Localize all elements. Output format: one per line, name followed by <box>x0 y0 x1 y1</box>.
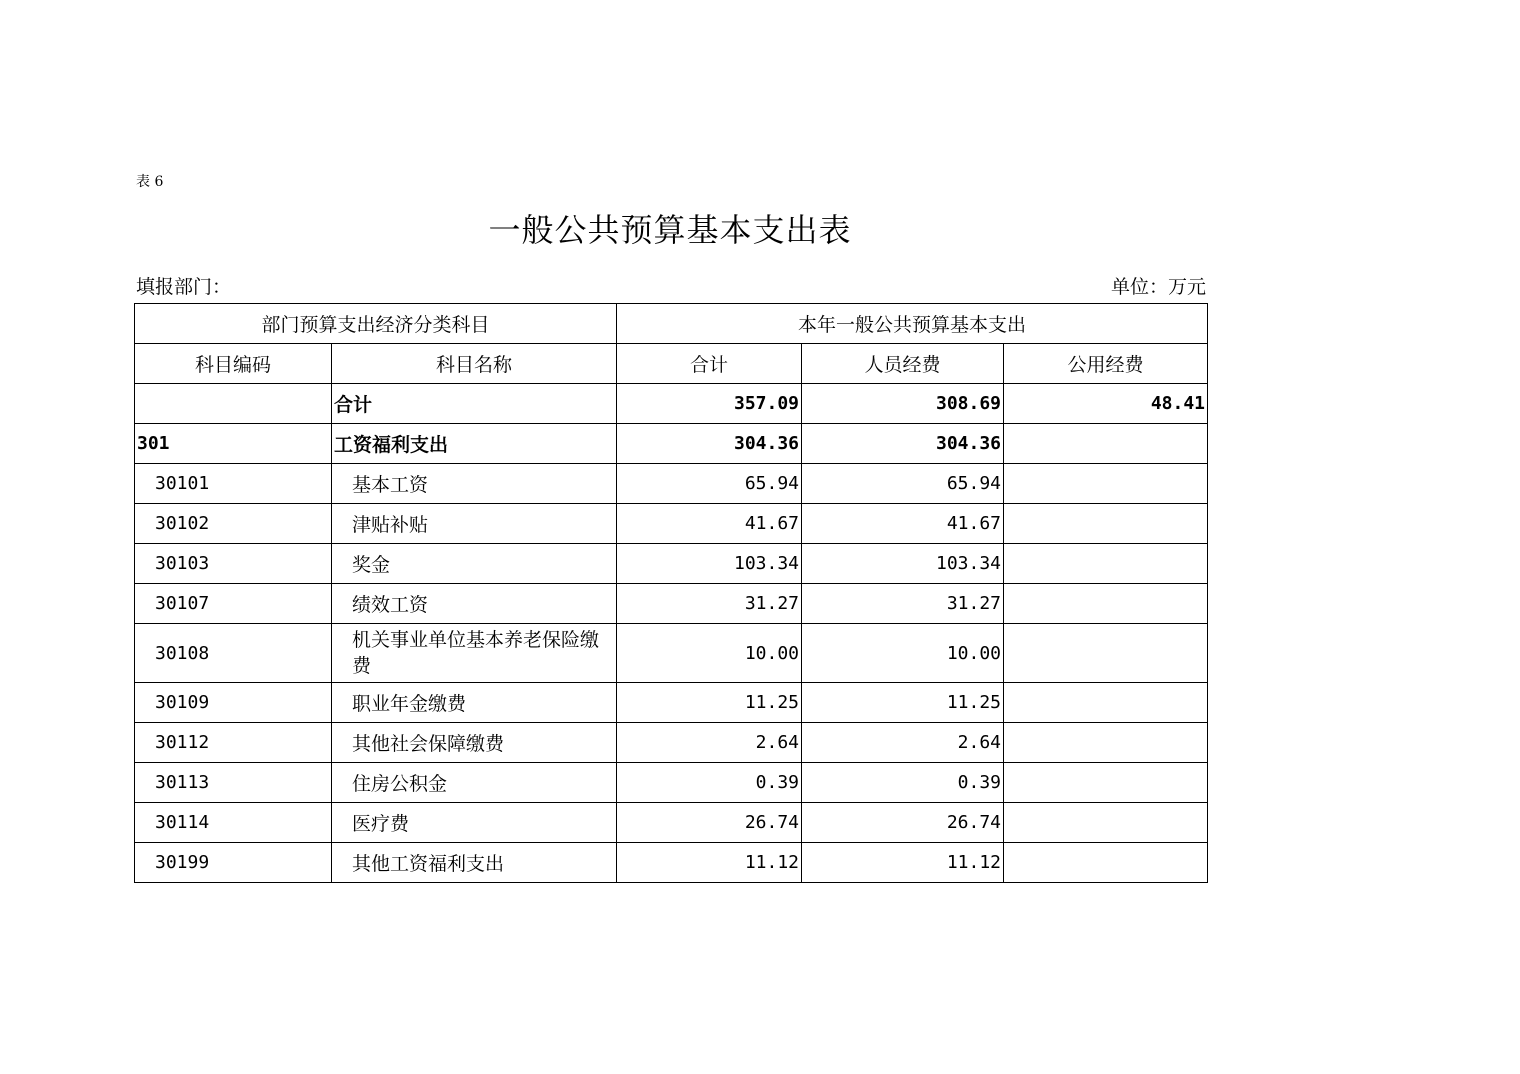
cell-name: 职业年金缴费 <box>332 683 617 723</box>
cell-personnel: 26.74 <box>802 803 1004 843</box>
cell-code: 30114 <box>135 803 332 843</box>
header-code: 科目编码 <box>135 344 332 384</box>
cell-public <box>1004 584 1208 624</box>
cell-total: 304.36 <box>617 424 802 464</box>
cell-personnel: 304.36 <box>802 424 1004 464</box>
header-name: 科目名称 <box>332 344 617 384</box>
table-row <box>135 544 1208 584</box>
reporting-department-label: 填报部门： <box>136 276 232 298</box>
header-group-right: 本年一般公共预算基本支出 <box>617 304 1208 344</box>
header-personnel: 人员经费 <box>802 344 1004 384</box>
cell-code: 30113 <box>135 763 332 803</box>
cell-code: 30112 <box>135 723 332 763</box>
cell-total: 0.39 <box>617 763 802 803</box>
cell-total: 11.12 <box>617 843 802 883</box>
cell-code: 301 <box>135 424 332 464</box>
cell-name: 医疗费 <box>332 803 617 843</box>
cell-code: 30107 <box>135 584 332 624</box>
header-column-row <box>135 344 1208 384</box>
table-row <box>135 584 1208 624</box>
cell-total: 41.67 <box>617 504 802 544</box>
cell-public <box>1004 763 1208 803</box>
cell-public <box>1004 544 1208 584</box>
cell-code: 30108 <box>135 624 332 683</box>
cell-name: 津贴补贴 <box>332 504 617 544</box>
table-number: 表 6 <box>136 174 164 190</box>
table-row <box>135 424 1208 464</box>
cell-public <box>1004 683 1208 723</box>
cell-total: 357.09 <box>617 384 802 424</box>
header-total: 合计 <box>617 344 802 384</box>
unit-label: 单位：万元 <box>1110 276 1206 298</box>
table-row <box>135 683 1208 723</box>
table-row <box>135 723 1208 763</box>
cell-public <box>1004 803 1208 843</box>
document-title: 一般公共预算基本支出表 <box>488 211 852 249</box>
cell-personnel: 11.25 <box>802 683 1004 723</box>
cell-code: 30101 <box>135 464 332 504</box>
cell-personnel: 0.39 <box>802 763 1004 803</box>
cell-total: 11.25 <box>617 683 802 723</box>
cell-personnel: 10.00 <box>802 624 1004 683</box>
cell-total: 10.00 <box>617 624 802 683</box>
cell-name: 奖金 <box>332 544 617 584</box>
header-public: 公用经费 <box>1004 344 1208 384</box>
cell-public <box>1004 504 1208 544</box>
header-group-left: 部门预算支出经济分类科目 <box>135 304 617 344</box>
cell-public: 48.41 <box>1004 384 1208 424</box>
cell-code <box>135 384 332 424</box>
cell-total: 2.64 <box>617 723 802 763</box>
cell-personnel: 2.64 <box>802 723 1004 763</box>
budget-table <box>134 303 1208 883</box>
cell-name: 合计 <box>332 384 617 424</box>
table-row <box>135 504 1208 544</box>
cell-name: 住房公积金 <box>332 763 617 803</box>
cell-total: 26.74 <box>617 803 802 843</box>
cell-public <box>1004 843 1208 883</box>
cell-name: 绩效工资 <box>332 584 617 624</box>
table-row <box>135 464 1208 504</box>
cell-total: 31.27 <box>617 584 802 624</box>
cell-name: 其他工资福利支出 <box>332 843 617 883</box>
table-row <box>135 843 1208 883</box>
cell-name: 其他社会保障缴费 <box>332 723 617 763</box>
cell-public <box>1004 624 1208 683</box>
cell-personnel: 41.67 <box>802 504 1004 544</box>
table-row <box>135 763 1208 803</box>
cell-code: 30109 <box>135 683 332 723</box>
total-row <box>135 384 1208 424</box>
table-row <box>135 624 1208 683</box>
cell-total: 103.34 <box>617 544 802 584</box>
cell-code: 30103 <box>135 544 332 584</box>
cell-name: 机关事业单位基本养老保险缴费 <box>332 624 617 683</box>
cell-total: 65.94 <box>617 464 802 504</box>
cell-personnel: 31.27 <box>802 584 1004 624</box>
cell-public <box>1004 723 1208 763</box>
cell-personnel: 65.94 <box>802 464 1004 504</box>
cell-name: 基本工资 <box>332 464 617 504</box>
cell-code: 30199 <box>135 843 332 883</box>
cell-personnel: 11.12 <box>802 843 1004 883</box>
cell-name: 工资福利支出 <box>332 424 617 464</box>
table-row <box>135 803 1208 843</box>
cell-public <box>1004 424 1208 464</box>
cell-code: 30102 <box>135 504 332 544</box>
cell-public <box>1004 464 1208 504</box>
header-group-row <box>135 304 1208 344</box>
cell-personnel: 308.69 <box>802 384 1004 424</box>
cell-personnel: 103.34 <box>802 544 1004 584</box>
